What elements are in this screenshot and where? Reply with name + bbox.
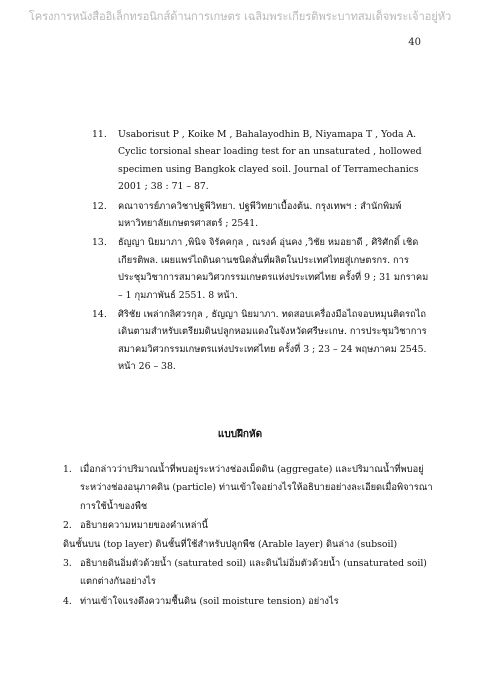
- reference-number: 11.: [92, 129, 107, 140]
- reference-number: 14.: [92, 309, 107, 321]
- exercise-number: 3.: [63, 558, 72, 570]
- reference-item: [92, 198, 432, 233]
- exercise-number: 1.: [63, 464, 72, 475]
- exercise-text: ท่านเข้าใจแรงดึงความชื้นดิน (soil moisture tension) อย่างไร: [80, 595, 339, 607]
- exercise-item: [63, 461, 433, 516]
- reference-item: [92, 234, 432, 304]
- reference-text: ศิริชัย เพล่ากลิศวรกุล , ธัญญา นิยมาภา. ทดสอบเครื่องมือไถจอบหมุนติดรถไถเดินตามสำหรับเตรียมดินปลูกหอมแดงในจังหวัดศรีษะเกษ. การประชุมวิชาการสมาคมวิศวกรรมเกษตรแห่งประเทศไทย ครั้งที่ 3 ; 23 – 24 พฤษภาคม 2545. หน้า 26 – 38.: [118, 309, 427, 373]
- reference-text: Usaborisut P , Koike M , Bahalayodhin B, Niyamapa T , Yoda A. Cyclic torsional shear loading test for an unsaturated , hollowed specimen using Bangkok clayed soil. Journal of Terramechanics 2001 ; 38 : 71 – 87.: [118, 129, 422, 193]
- reference-number: 12.: [92, 200, 107, 212]
- exercise-subterms: ดินชั้นบน (top layer) ดินชั้นที่ใช้สำหรับปลูกพืช (Arable layer) ดินล่าง (subsoil): [63, 538, 398, 550]
- exercise-number: 2.: [63, 520, 72, 532]
- exercise-list: [63, 461, 433, 612]
- reference-text: ธัญญา นิยมาภา ,พินิจ จิรัคคกุล , ณรงค์ อุ่นคง ,วิชัย หมอยาดี , ศิริศักดิ์ เชิดเกียรติพล. เผยแพร่ไถดินดานชนิดสั่นที่ผลิตในประเทศไทยสู่เกษตรกร. การประชุมวิชาการสมาคมวิศวกรรมเกษตรแห่งประเทศไทย ครั้งที่ 9 ; 31 มกราคม – 1 กุมภาพันธ์ 2551. 8 หน้า.: [118, 237, 429, 301]
- header-watermark: โครงการหนังสืออิเล็กทรอนิกส์ด้านการเกษตร เฉลิมพระเกียรติพระบาทสมเด็จพระเจ้าอยู่หัว: [28, 10, 452, 23]
- page-number: 40: [408, 37, 421, 48]
- reference-item: [92, 126, 432, 196]
- exercise-item: [63, 517, 433, 554]
- exercise-item: [63, 555, 433, 592]
- exercise-section-title: แบบฝึกหัด: [217, 429, 263, 440]
- reference-number: 13.: [92, 237, 107, 249]
- exercise-text: อธิบายความหมายของคำเหล่านี้: [80, 520, 209, 532]
- exercise-text: อธิบายดินอิ่มตัวด้วยน้ำ (saturated soil) และดินไม่อิ่มตัวด้วยน้ำ (unsaturated soil) แตกต่างกันอย่างไร: [80, 558, 427, 588]
- exercise-text: เมื่อกล่าวว่าปริมาณน้ำที่พบอยู่ระหว่างช่องเม็ดดิน (aggregate) และปริมาณน้ำที่พบอยู่ระหว่างช่องอนุภาคดิน (particle) ท่านเข้าใจอย่างไรให้อธิบายอย่างละเอียดเมื่อพิจารณาการใช้น้ำของพืช: [80, 464, 433, 512]
- reference-item: [92, 306, 432, 376]
- exercise-item: [63, 593, 433, 611]
- reference-text: คณาจารย์ภาควิชาปฐพีวิทยา. ปฐพีวิทยาเบื้องต้น. กรุงเทพฯ : สำนักพิมพ์มหาวิทยาลัยเกษตรศาสตร์ ; 2541.: [118, 200, 402, 230]
- exercise-number: 4.: [63, 595, 72, 607]
- reference-list: [92, 126, 432, 378]
